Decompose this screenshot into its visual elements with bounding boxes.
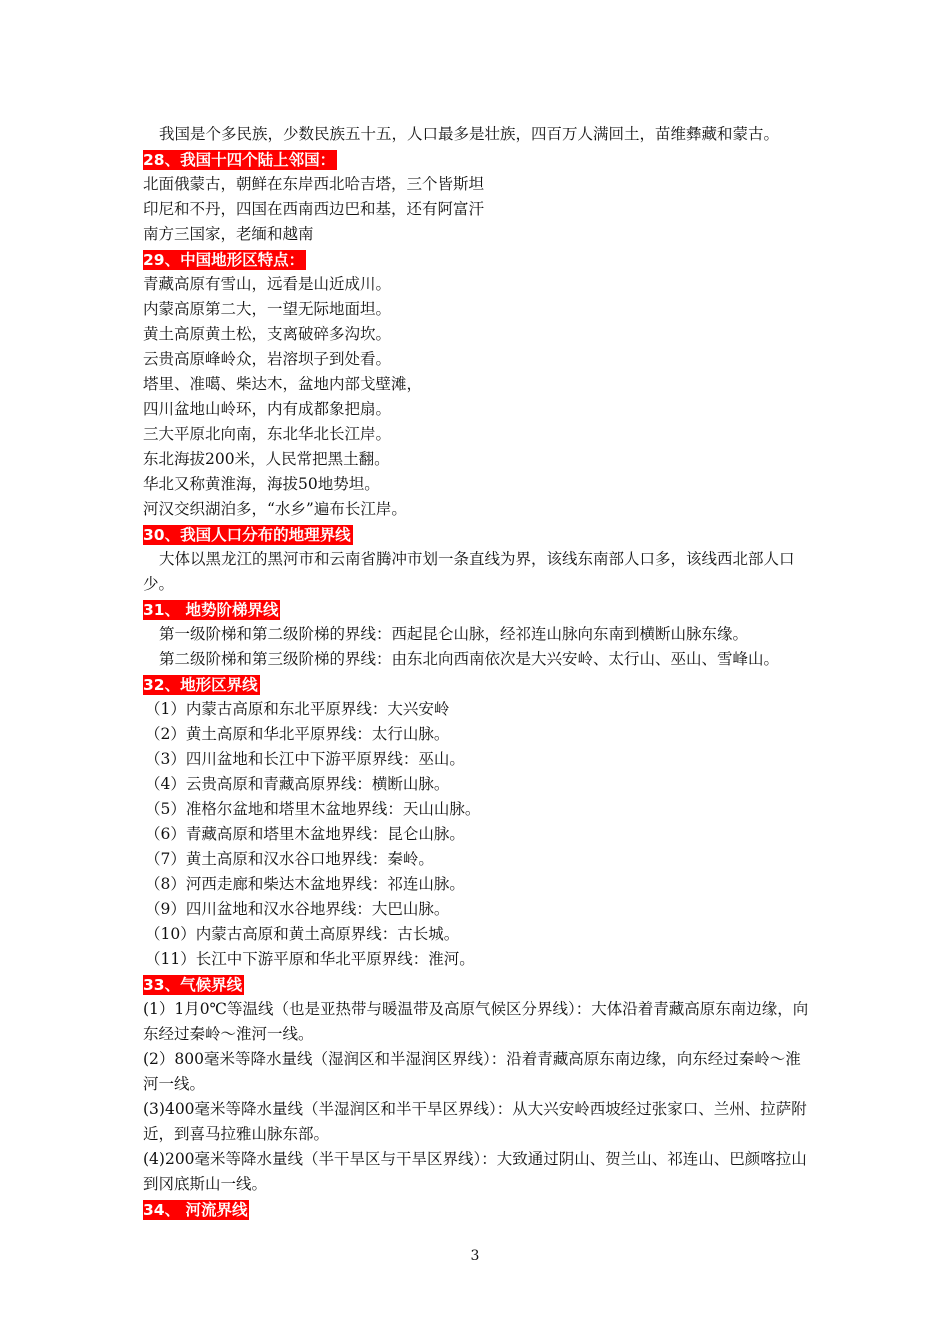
section-heading-31 <box>143 597 813 622</box>
verse-line: 河汉交织湖泊多，“水乡”遍布长江岸。 <box>143 500 407 518</box>
verse-line: 塔里、准噶、柴达木，盆地内部戈壁滩， <box>143 375 423 393</box>
list-item: （5）准格尔盆地和塔里木盆地界线：天山山脉。 <box>145 800 481 818</box>
verse-line: 云贵高原峰岭众，岩溶坝子到处看。 <box>143 350 392 368</box>
verse-line: 内蒙高原第二大，一望无际地面坦。 <box>143 300 392 318</box>
verse-line: 黄土高原黄土松，支离破碎多沟坎。 <box>143 325 392 343</box>
heading-text: 34、 河流界线 <box>143 1201 248 1219</box>
heading-text: 30、我国人口分布的地理界线 <box>143 526 351 544</box>
intro-line: 我国是个多民族，少数民族五十五，人口最多是壮族，四百万人满回土，苗维彝藏和蒙古。 <box>159 125 780 143</box>
page-content <box>143 122 813 1222</box>
verse-line: 东北海拔200米，人民常把黑土翻。 <box>143 450 390 468</box>
section-heading-30 <box>143 522 813 547</box>
list-item: （1）内蒙古高原和东北平原界线：大兴安岭 <box>145 700 450 718</box>
paragraph: (3)400毫米等降水量线（半湿润区和半干旱区界线）：从大兴安岭西坡经过张家口、兰州、拉萨附近，到喜马拉雅山脉东部。 <box>143 1100 807 1143</box>
section-heading-32 <box>143 672 813 697</box>
list-item: （9）四川盆地和汉水谷地界线：大巴山脉。 <box>145 900 450 918</box>
list-item: （2）黄土高原和华北平原界线：太行山脉。 <box>145 725 450 743</box>
list-item: （3）四川盆地和长江中下游平原界线：巫山。 <box>145 750 465 768</box>
list-item: （11）长江中下游平原和华北平原界线：淮河。 <box>145 950 475 968</box>
list-item: （6）青藏高原和塔里木盆地界线：昆仑山脉。 <box>145 825 465 843</box>
list-item: （7）黄土高原和汉水谷口地界线：秦岭。 <box>145 850 434 868</box>
heading-text: 32、地形区界线 <box>143 676 258 694</box>
verse-line: 北面俄蒙古，朝鲜在东岸西北哈吉塔，三个皆斯坦 <box>143 175 485 193</box>
heading-text: 29、中国地形区特点： <box>143 251 305 269</box>
paragraph: (1）1月0℃等温线（也是亚热带与暖温带及高原气候区分界线）：大体沿着青藏高原东南边缘，向东经过秦岭～淮河一线。 <box>143 1000 809 1043</box>
section-heading-33 <box>143 972 813 997</box>
paragraph: (4)200毫米等降水量线（半干旱区与干旱区界线）：大致通过阴山、贺兰山、祁连山、巴颜喀拉山到冈底斯山一线。 <box>143 1150 807 1193</box>
boundary-line: 第二级阶梯和第三级阶梯的界线：由东北向西南依次是大兴安岭、太行山、巫山、雪峰山。 <box>159 650 780 668</box>
section-heading-34 <box>143 1197 813 1222</box>
verse-line: 南方三国家，老缅和越南 <box>143 225 314 243</box>
verse-line: 三大平原北向南，东北华北长江岸。 <box>143 425 392 443</box>
page-number: 3 <box>470 1248 480 1264</box>
list-item: （4）云贵高原和青藏高原界线：横断山脉。 <box>145 775 450 793</box>
list-item: （8）河西走廊和柴达木盆地界线：祁连山脉。 <box>145 875 465 893</box>
heading-text: 33、气候界线 <box>143 976 243 994</box>
verse-line: 四川盆地山岭环，内有成都象把扇。 <box>143 400 392 418</box>
heading-text: 28、我国十四个陆上邻国： <box>143 151 336 169</box>
verse-line: 华北又称黄淮海，海拔50地势坦。 <box>143 475 380 493</box>
list-item: （10）内蒙古高原和黄土高原界线：古长城。 <box>145 925 460 943</box>
verse-line: 印尼和不丹，四国在西南西边巴和基，还有阿富汗 <box>143 200 485 218</box>
verse-line: 青藏高原有雪山，远看是山近成川。 <box>143 275 392 293</box>
paragraph: 大体以黑龙江的黑河市和云南省腾冲市划一条直线为界，该线东南部人口多，该线西北部人口少。 <box>143 550 795 593</box>
paragraph: (2）800毫米等降水量线（湿润区和半湿润区界线）：沿着青藏高原东南边缘，向东经过秦岭～淮河一线。 <box>143 1050 801 1093</box>
section-heading-29 <box>143 247 813 272</box>
section-heading-28 <box>143 147 813 172</box>
boundary-line: 第一级阶梯和第二级阶梯的界线：西起昆仑山脉，经祁连山脉向东南到横断山脉东缘。 <box>159 625 749 643</box>
heading-text: 31、 地势阶梯界线 <box>143 601 279 619</box>
